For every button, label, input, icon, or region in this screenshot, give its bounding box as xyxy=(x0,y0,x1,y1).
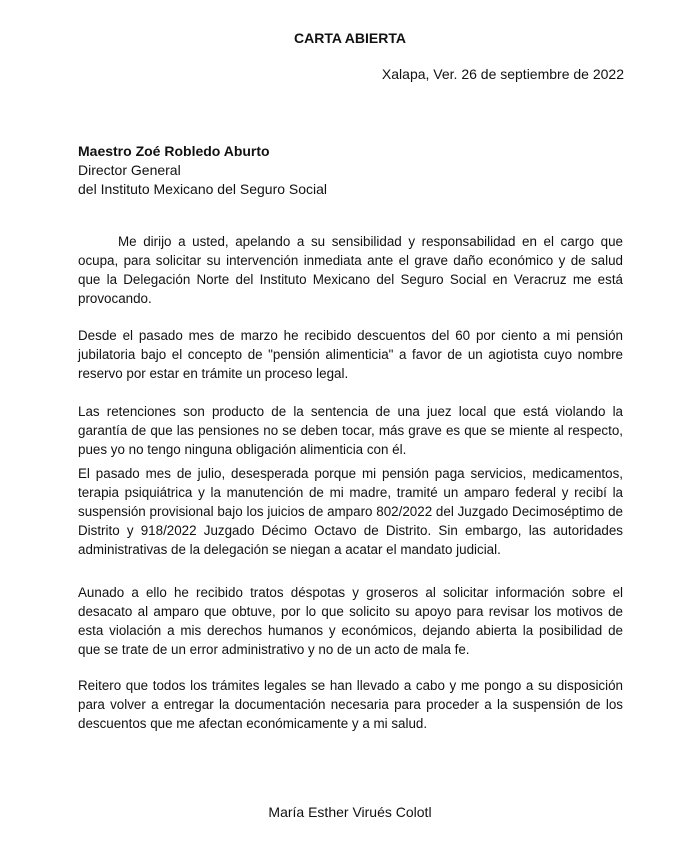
paragraph-text: El pasado mes de julio, desesperada porque mi pensión paga servicios, medicamentos, terapia psiquiátrica y la manutención de mi madre, tramité un amparo federal y recibí la suspensión provisional bajo los juicios de amparo 802/2022 del Juzgado Decimoséptimo de Distrito y 918/2022 Juzgado Décimo Octavo de Distrito. Sin embargo, las autoridades administrativas de la delegación se niegan a acatar el mandato judicial. xyxy=(78,466,623,557)
paragraph-6 xyxy=(78,676,623,733)
paragraph-2 xyxy=(78,326,623,383)
paragraph-5 xyxy=(78,583,623,659)
paragraph-3 xyxy=(78,402,623,459)
signature-name: María Esther Virués Colotl xyxy=(268,804,432,820)
paragraph-text: Aunado a ello he recibido tratos déspotas y groseros al solicitar información sobre el desacato al amparo que obtuve, por lo que solicito su apoyo para revisar los motivos de esta violación a mis derechos humanos y económicos, dejando abierta la posibilidad de que se trate de un error administrativo y no de un acto de mala fe. xyxy=(78,585,623,657)
paragraph-1 xyxy=(78,232,623,308)
paragraph-4 xyxy=(78,464,623,559)
addressee-block xyxy=(78,142,327,199)
recipient-position: Director General xyxy=(78,162,181,178)
recipient-organization: del Instituto Mexicano del Seguro Social xyxy=(78,181,328,197)
paragraph-text: Reitero que todos los trámites legales se han llevado a cabo y me pongo a su disposición para volver a entregar la documentación necesaria para proceder a la suspensión de los descuentos que me afectan económicamente y a mi salud. xyxy=(78,678,623,731)
paragraph-text: Las retenciones son producto de la sentencia de una juez local que está violando la garantía de que las pensiones no se deben tocar, más grave es que se miente al respecto, pues yo no tengo ninguna obligación alimenticia con él. xyxy=(78,404,623,457)
paragraph-text: Desde el pasado mes de marzo he recibido descuentos del 60 por ciento a mi pensión jubilatoria bajo el concepto de "pensión alimenticia" a favor de un agiotista cuyo nombre reservo por estar en trámite un proceso legal. xyxy=(78,328,623,381)
date-line: Xalapa, Ver. 26 de septiembre de 2022 xyxy=(381,66,624,82)
letter-title: CARTA ABIERTA xyxy=(294,30,406,46)
paragraph-text: Me dirijo a usted, apelando a su sensibilidad y responsabilidad en el cargo que ocupa, para solicitar su intervención inmediata ante el grave daño económico y de salud que la Delegación Norte del Instituto Mexicano del Seguro Social en Veracruz me está provocando. xyxy=(78,234,623,306)
recipient-name: Maestro Zoé Robledo Aburto xyxy=(78,143,270,159)
